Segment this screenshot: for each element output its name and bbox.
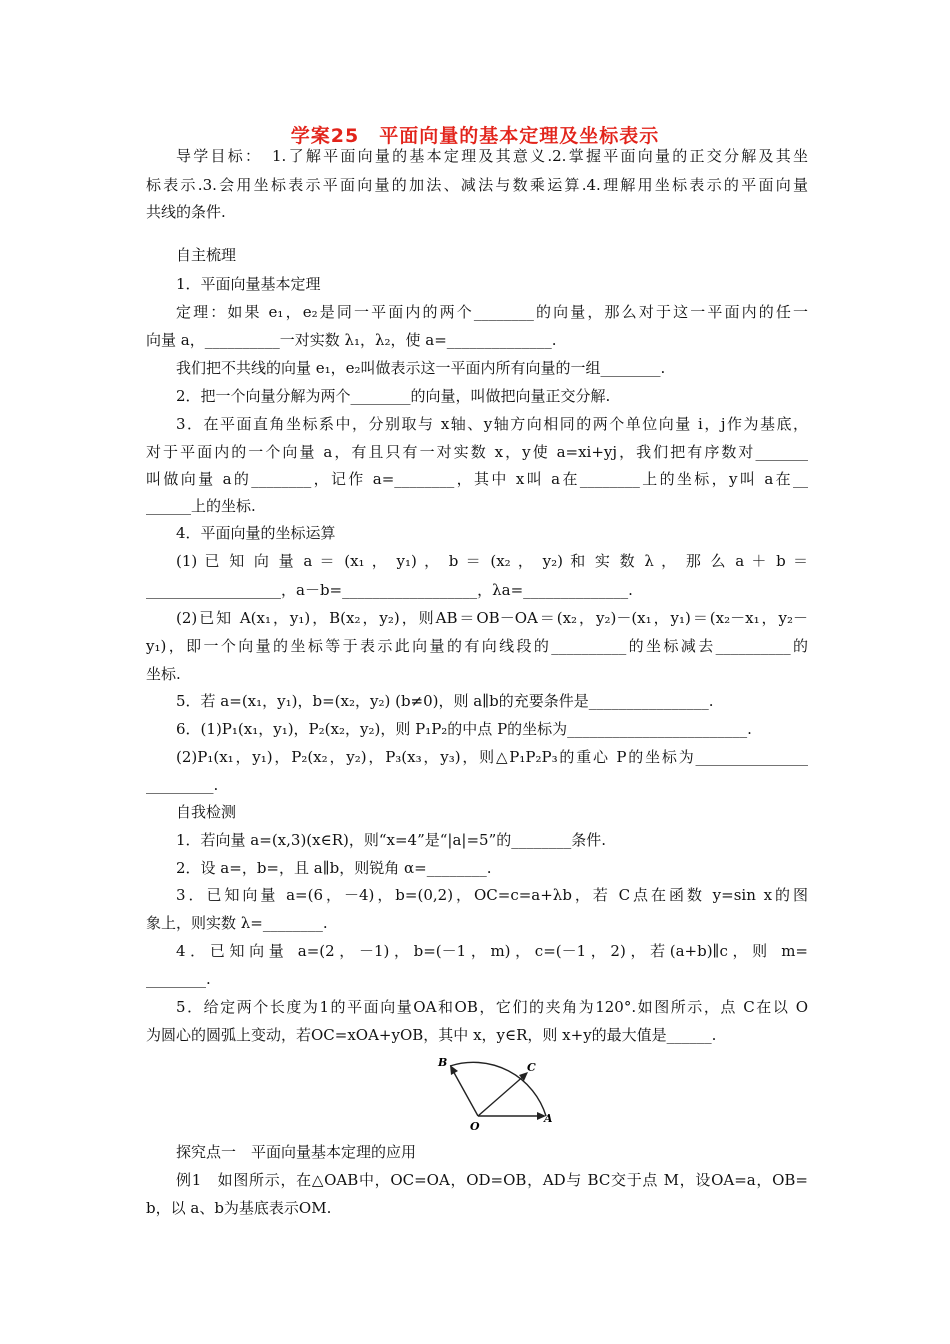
text-line: 象上，则实数 λ=________. — [146, 914, 328, 932]
text-line: 2．设 a=，b=，且 a∥b，则锐角 α=________. — [176, 859, 492, 877]
vector-ob — [452, 1069, 478, 1116]
item-heading-1: 1．平面向量基本定理 — [176, 275, 321, 293]
label-c: C — [527, 1061, 536, 1074]
label-o: O — [470, 1120, 480, 1132]
text-line: y₁)，即一个向量的坐标等于表示此向量的有向线段的__________的坐标减去__________的 — [146, 637, 808, 655]
text-line: 例1 如图所示，在△OAB中，OC=OA，OD=OB，AD与 BC交于点 M，设OA=a，OB= — [176, 1171, 808, 1189]
text-line: 3．已知向量 a=(6，－4)，b=(0,2)，OC=c=a+λb，若 C点在函数 y=sin x的图 — [176, 886, 808, 904]
vector-oc — [478, 1074, 526, 1116]
text-line: 1．若向量 a=(x,3)(x∈R)，则“x=4”是“|a|=5”的________条件. — [176, 831, 607, 849]
label-b: B — [438, 1056, 448, 1069]
text-line: 我们把不共线的向量 e₁，e₂叫做表示这一平面内所有向量的一组________. — [176, 359, 666, 377]
objectives-line-2: 标表示.3.会用坐标表示平面向量的加法、减法与数乘运算.4.理解用坐标表示的平面向量 — [146, 176, 808, 194]
label-a: A — [544, 1112, 553, 1125]
item-heading-4: 4．平面向量的坐标运算 — [176, 524, 336, 542]
text-line: 5．若 a=(x₁，y₁)，b=(x₂，y₂) (b≠0)，则 a∥b的充要条件是________________. — [176, 692, 714, 710]
text-line: 叫做向量 a的________，记作 a=________，其中 x叫 a在________上的坐标，y叫 a在__ — [146, 470, 808, 488]
text-line: 向量 a，__________一对实数 λ₁，λ₂，使 a=______________. — [146, 331, 557, 349]
section-heading-self-check: 自我检测 — [176, 803, 237, 821]
text-line: 5．给定两个长度为1的平面向量OA和OB，它们的夹角为120°.如图所示，点 C在以 O — [176, 998, 808, 1016]
section-heading-self-review: 自主梳理 — [176, 246, 237, 264]
text-line: 2．把一个向量分解为两个________的向量，叫做把向量正交分解. — [176, 387, 611, 405]
text-line: 3．在平面直角坐标系中，分别取与 x轴、y轴方向相同的两个单位向量 i，j作为基底， — [176, 415, 808, 433]
text-line: (2)已知 A(x₁，y₁)，B(x₂，y₂)，则AB＝OB－OA＝(x₂，y₂)－(x₁，y₁)＝(x₂－x₁，y₂－ — [176, 609, 808, 627]
vector-arc-diagram — [430, 1052, 560, 1132]
text-line: 定理：如果 e₁，e₂是同一平面内的两个________的向量，那么对于这一平面内的任一 — [176, 303, 808, 321]
text-line: _________. — [146, 776, 219, 794]
text-line: ______上的坐标. — [146, 497, 256, 515]
objectives-line-3: 共线的条件. — [146, 203, 226, 221]
text-line: 对于平面内的一个向量 a，有且只有一对实数 x，y使 a=xi+yj，我们把有序数对_______ — [146, 443, 808, 461]
text-line: (1) 已 知 向 量 a ＝ (x₁ ， y₁) ， b ＝ (x₂ ， y₂) 和 实 数 λ ， 那 么 a ＋ b ＝ — [176, 552, 808, 570]
objectives-line-1: 导学目标： 1.了解平面向量的基本定理及其意义.2.掌握平面向量的正交分解及其坐 — [176, 147, 808, 165]
text-line: __________________，a－b=__________________，λa=______________. — [146, 581, 633, 599]
text-line: ________. — [146, 970, 211, 988]
document-title: 学案25 平面向量的基本定理及坐标表示 — [290, 125, 660, 147]
text-line: (2)P₁(x₁，y₁)，P₂(x₂，y₂)，P₃(x₃，y₃)，则△P₁P₂P₃的重心 P的坐标为_______________ — [176, 748, 808, 766]
text-line: 坐标. — [146, 665, 181, 683]
text-line: b，以 a、b为基底表示OM. — [146, 1199, 332, 1217]
section-heading-explore: 探究点一 平面向量基本定理的应用 — [176, 1143, 417, 1161]
text-line: 为圆心的圆弧上变动，若OC=xOA+yOB，其中 x，y∈R，则 x+y的最大值是______. — [146, 1026, 717, 1044]
text-line: 4．已知向量 a=(2，－1)，b=(－1，m)，c=(－1，2)，若(a+b)∥c，则 m= — [176, 942, 808, 960]
text-line: 6．(1)P₁(x₁，y₁)，P₂(x₂，y₂)，则 P₁P₂的中点 P的坐标为________________________. — [176, 720, 752, 738]
